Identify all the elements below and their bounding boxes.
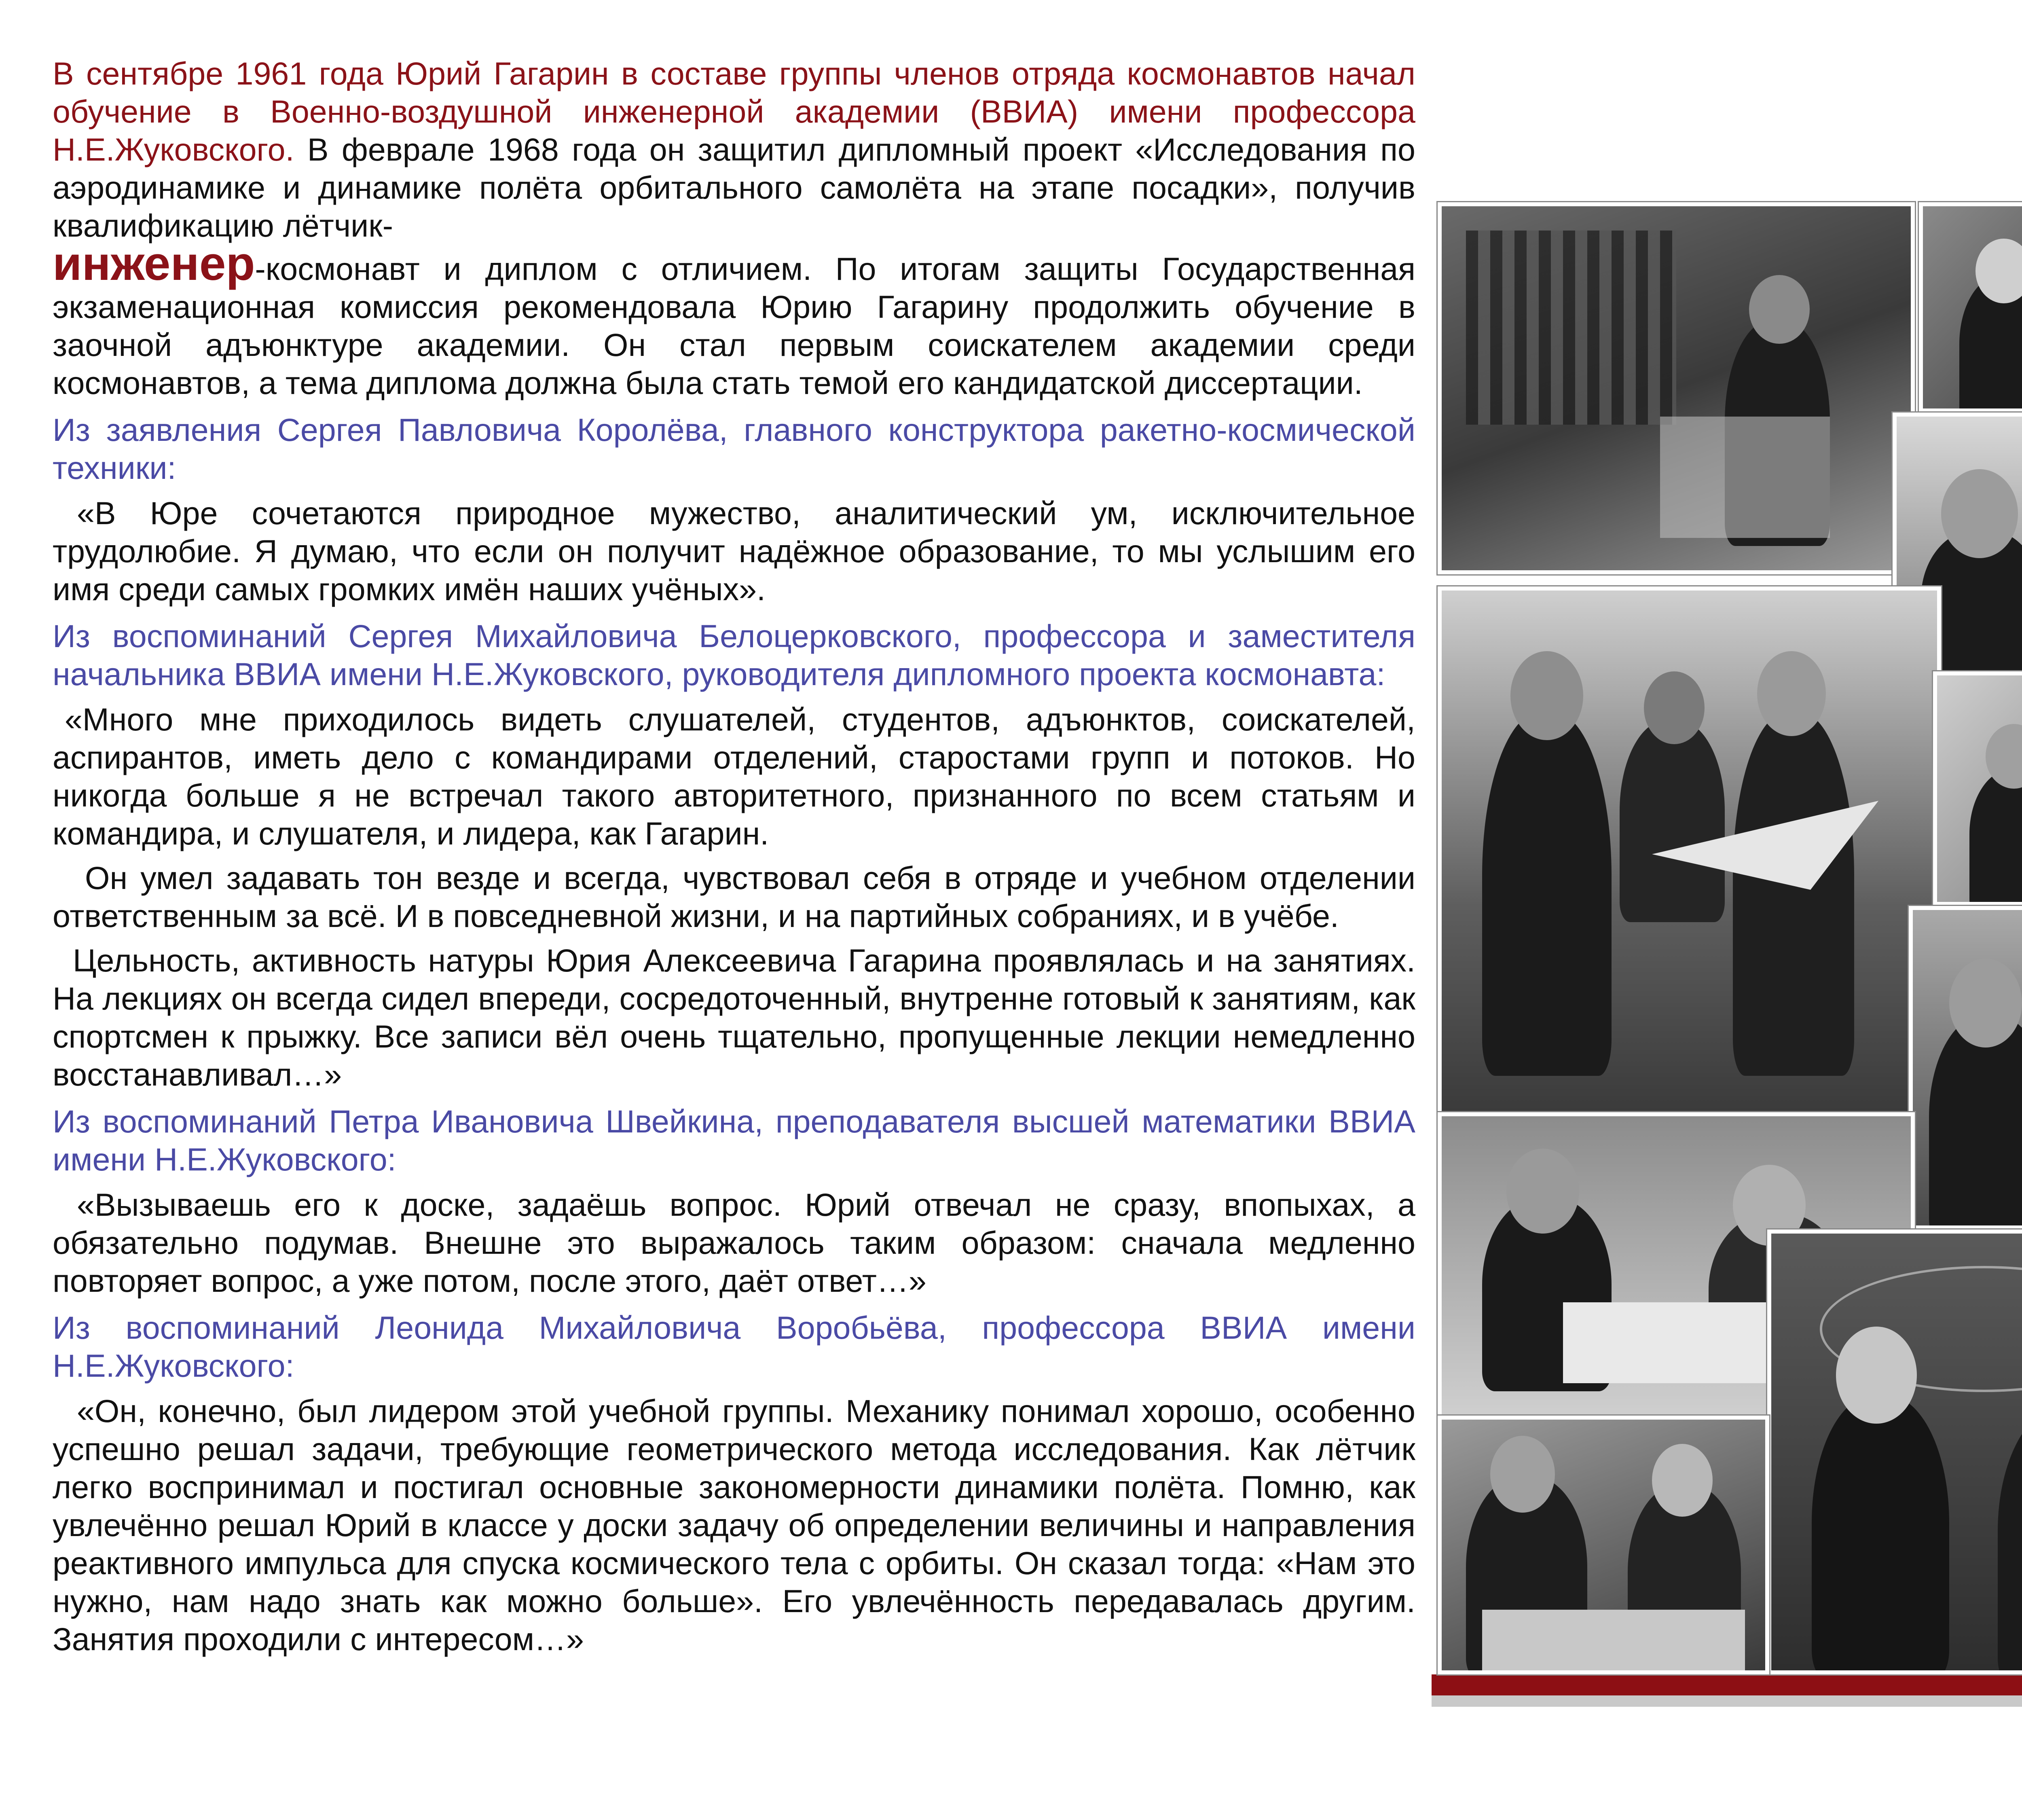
- korolev-header: Из заявления Сергея Павловича Королёва, главного конструктора ракетно-космической техники:: [53, 412, 1415, 486]
- belotserkovsky-quote-3: Цельность, активность натуры Юрия Алексеевича Гагарина проявлялась и на занятиях. На лекциях он всегда сидел впереди, сосредоточенный, внутренне готовый к занятиям, как спортсмен к прыжку. Все записи вёл очень тщательно, пропущенные лекции немедленно восстанавливал…»: [53, 942, 1415, 1092]
- intro-text-2: -космонавт и диплом с отличием. По итогам защиты Государственная экзаменационная комиссия рекомендовала Юрию Гагарину продолжить обучение в заочной адъюнктуре академии. Он стал первым соискателем академии среди космонавтов, а тема диплома должна была стать темой его кандидатской диссертации.: [53, 251, 1415, 401]
- left-text-column: [53, 55, 1415, 1665]
- collage-base-bar: [1432, 1674, 2022, 1695]
- photo-handshake: [1438, 1416, 1769, 1674]
- photo-group-with-model: [1438, 586, 1941, 1120]
- korolev-quote: «В Юре сочетаются природное мужество, аналитический ум, исключительное трудолюбие. Я думаю, что если он получит надёжное образование, то мы услышим его имя среди самых громких имён наших учёных».: [53, 495, 1415, 607]
- photo-two-cosmonauts: [1919, 202, 2022, 413]
- shveikin-quote: «Вызываешь его к доске, задаёшь вопрос. Юрий отвечал не сразу, впопыхах, а обязательно подумав. Внешне это выражалось таким образом: сначала медленно повторяет вопрос, а уже потом, после этого, даёт ответ…»: [53, 1187, 1415, 1299]
- intro-paragraph: [53, 55, 1415, 402]
- collage-base-shadow: [1432, 1695, 2022, 1707]
- belotserkovsky-header: Из воспоминаний Сергея Михайловича Белоцерковского, профессора и заместителя начальника ВВИА имени Н.Е.Жуковского, руководителя дипломного проекта космонавта:: [53, 618, 1415, 692]
- intro-text-1: В феврале 1968 года он защитил дипломный проект «Исследования по аэродинамике и динамике полёта орбитального самолёта на этапе посадки», получив квалификацию лётчик-: [53, 131, 1415, 243]
- vorobyov-quote: «Он, конечно, был лидером этой учебной группы. Механику понимал хорошо, особенно успешно решал задачи, требующие геометрического метода исследования. Как лётчик легко воспринимал и постигал основные закономерности динамики полёта. Помню, как увлечённо решал Юрий в классе у доски задачу об определении величины и направления реактивного импульса для спуска космического тела с орбиты. Он сказал тогда: «Нам это нужно, нам надо знать как можно больше». Его увлечённость передавалась другим. Занятия проходили с интересом…»: [53, 1393, 1415, 1657]
- intro-lead-red: В сентябре 1961 года Юрий Гагарин в составе группы членов отряда космонавтов начал обучение в Военно-воздушной инженерной академии (ВВИА) имени профессора Н.Е.Жуковского.: [53, 55, 1415, 167]
- intro-emphasis: инженер: [53, 237, 255, 290]
- belotserkovsky-quote-1: «Много мне приходилось видеть слушателей, студентов, адъюнктов, соискателей, аспирантов, иметь дело с командирами отделений, старостами групп и потоков. Но никогда больше я не встречал такого авторитетного, признанного по всем статьям и командира, и слушателя, и лидера, как Гагарин.: [53, 701, 1415, 851]
- photo-control-panel: [1438, 202, 1915, 574]
- shveikin-header: Из воспоминаний Петра Ивановича Швейкина, преподавателя высшей математики ВВИА имени Н.Е.Жуковского:: [53, 1103, 1415, 1177]
- photo-lecture-pointer: [1933, 671, 2022, 906]
- vorobyov-header: Из воспоминаний Леонида Михайловича Воробьёва, профессора ВВИА имени Н.Е.Жуковского:: [53, 1310, 1415, 1384]
- belotserkovsky-quote-2: Он умел задавать тон везде и всегда, чувствовал себя в отряде и учебном отделении ответственным за всё. И в повседневной жизни, и на партийных собраниях, и в учёбе.: [53, 860, 1415, 934]
- photo-award-ceremony: [1909, 906, 2022, 1230]
- photo-blackboard: [1767, 1230, 2022, 1674]
